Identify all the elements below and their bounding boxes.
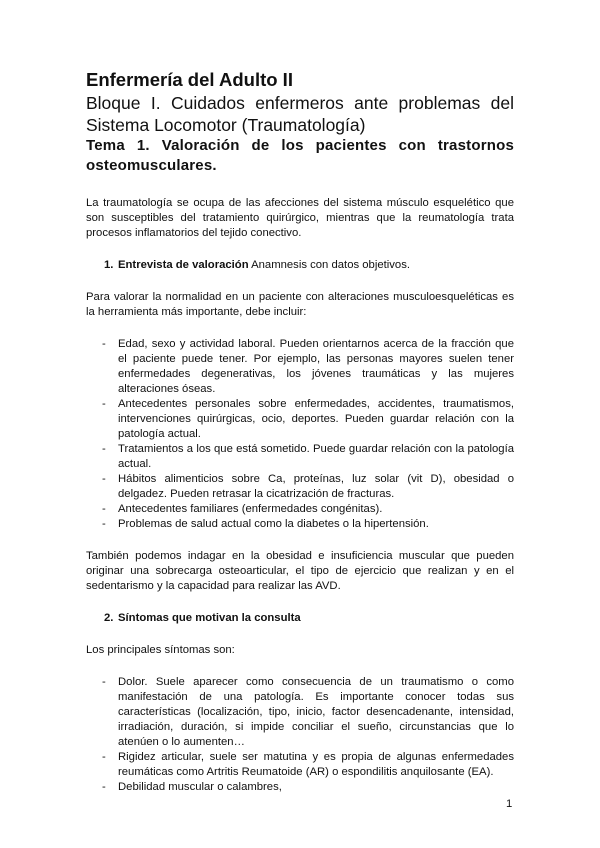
section-1-title: Entrevista de valoración — [118, 259, 249, 271]
block-heading: Bloque I. Cuidados enfermeros ante problemas del Sistema Locomotor (Traumatología) — [86, 93, 514, 135]
section-2-heading — [86, 611, 514, 626]
section-1-heading — [86, 258, 514, 273]
list-dash: - — [102, 338, 106, 350]
list-item-text: Tratamientos a los que está sometido. Puede guardar relación con la patología actual. — [118, 443, 514, 470]
paragraph-valoracion: Para valorar la normalidad en un paciente con alteraciones musculoesqueléticas es la herramienta más importante, debe incluir: — [86, 291, 514, 318]
section-1-text — [118, 258, 410, 273]
paragraph-obesidad: También podemos indagar en la obesidad e insuficiencia muscular que pueden originar una sobrecarga osteoarticular, el tipo de ejercicio que realizan y en el sedentarismo y la capacidad para realizar las AVD. — [86, 550, 514, 592]
paragraph-sintomas: Los principales síntomas son: — [86, 644, 235, 656]
list-item — [86, 397, 514, 442]
topic-heading: Tema 1. Valoración de los pacientes con trastornos osteomusculares. — [86, 137, 514, 174]
list-dash: - — [102, 781, 106, 793]
list-item-text: Hábitos alimenticios sobre Ca, proteínas, luz solar (vit D), obesidad o delgadez. Pueden retrasar la cicatrización de fracturas. — [118, 473, 514, 500]
list-item — [86, 517, 514, 532]
valoracion-list — [86, 337, 514, 532]
list-item — [86, 337, 514, 397]
list-item-text: Dolor. Suele aparecer como consecuencia de un traumatismo o como manifestación de una patología. Es importante conocer todas sus características (localización, tipo, inicio, factor desencadenante, intensidad, irradiación, duración, si impide conciliar el sueño, circunstancias que lo atenúen o lo aumenten… — [118, 676, 514, 748]
list-dash: - — [102, 398, 106, 410]
list-item — [86, 675, 514, 750]
list-item-text: Edad, sexo y actividad laboral. Pueden orientarnos acerca de la fracción que el paciente puede tener. Por ejemplo, las personas mayores suelen tener enfermedades degenerativas, los jóvenes traumáticas y las mujeres alteraciones óseas. — [118, 338, 514, 395]
list-item-text: Debilidad muscular o calambres, — [118, 781, 282, 793]
list-item-text: Antecedentes familiares (enfermedades congénitas). — [118, 503, 383, 515]
list-item — [86, 502, 514, 517]
list-item — [86, 442, 514, 472]
sintomas-list — [86, 675, 514, 795]
list-item — [86, 780, 514, 795]
page-content — [86, 68, 514, 795]
intro-paragraph: La traumatología se ocupa de las afecciones del sistema músculo esquelético que son susceptibles del tratamiento quirúrgico, mientras que la reumatología trata procesos inflamatorios del tejido conectivo. — [86, 197, 514, 239]
list-dash: - — [102, 503, 106, 515]
list-dash: - — [102, 676, 106, 688]
page-number: 1 — [506, 798, 513, 810]
list-item-text: Problemas de salud actual como la diabetes o la hipertensión. — [118, 518, 429, 530]
section-1-subtitle: Anamnesis con datos objetivos. — [248, 259, 410, 271]
list-dash: - — [102, 751, 106, 763]
section-1-number: 1. — [104, 259, 114, 271]
section-2-number: 2. — [104, 612, 114, 624]
list-item — [86, 472, 514, 502]
section-2-title: Síntomas que motivan la consulta — [118, 612, 301, 624]
list-item — [86, 750, 514, 780]
list-item-text: Antecedentes personales sobre enfermedades, accidentes, traumatismos, intervenciones quirúrgicas, ocio, deportes. Pueden guardar relación con la patología actual. — [118, 398, 514, 440]
list-dash: - — [102, 473, 106, 485]
list-item-text: Rigidez articular, suele ser matutina y es propia de algunas enfermedades reumáticas como Artritis Reumatoide (AR) o espondilitis anquilosante (EA). — [118, 751, 514, 778]
list-dash: - — [102, 518, 106, 530]
list-dash: - — [102, 443, 106, 455]
document-title: Enfermería del Adulto II — [86, 69, 293, 90]
